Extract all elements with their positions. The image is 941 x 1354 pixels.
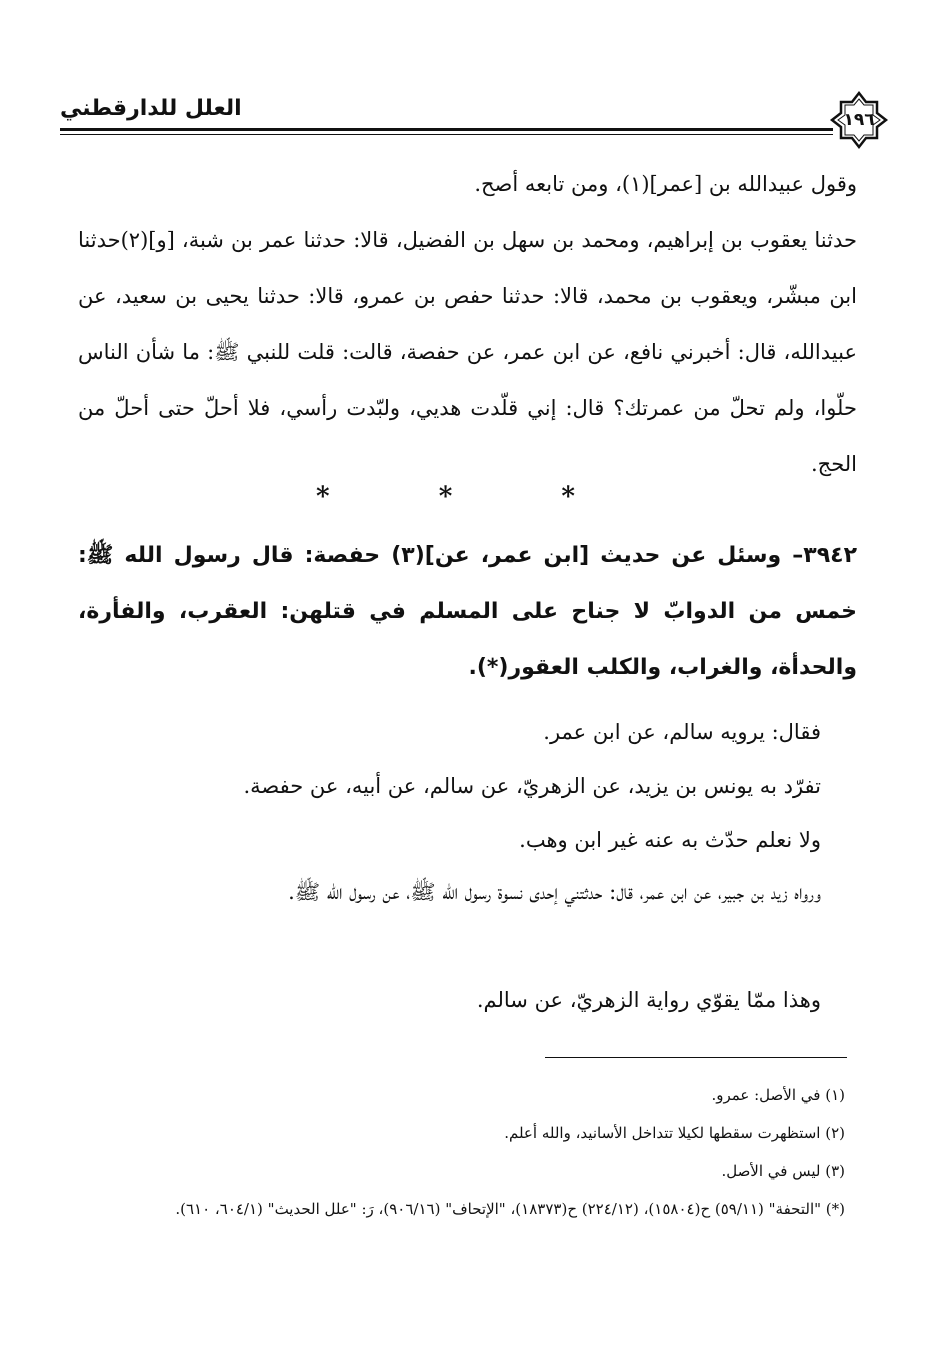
paragraph-4: تفرّد به يونس بن يزيد، عن الزهريّ، عن سالم، عن أبيه، عن حفصة. [243, 774, 821, 798]
hadith-heading: ٣٩٤٢– وسئل عن حديث [ابن عمر، عن](٣) حفصة: قال رسول الله ﷺ: خمس من الدوابّ لا جناح على المسلم في قتلهن: العقرب، والفأرة، والحدأة، والغراب، والكلب العقور(*). [78, 543, 858, 680]
footnote-1: (١) في الأصل: عمرو. [711, 1086, 845, 1104]
page-number-badge [829, 90, 889, 150]
header-rule-thin [60, 134, 833, 135]
section-separator: * * * [316, 482, 625, 512]
footnote-2: (٢) استظهرت سقطها لكيلا تتداخل الأسانيد، والله أعلم. [504, 1124, 845, 1142]
footnote-3: (٣) ليس في الأصل. [721, 1162, 845, 1180]
footnotes [70, 1076, 845, 1228]
book-title: العلل للدارقطني [60, 96, 242, 121]
paragraph-3: فقال: يرويه سالم، عن ابن عمر. [543, 720, 821, 744]
footnote-star: (*) "التحفة" (٥٩/١١) ح(١٥٨٠٤)، (٢٢٤/١٢) ح(١٨٣٧٣)، "الإتحاف" (٩٠٦/١٦)، رَ: "علل الحديث" (٦٠٤/١، ٦١٠). [175, 1200, 845, 1218]
page-number: ١٩٦ [843, 110, 875, 130]
paragraph-5: ولا نعلم حدّث به عنه غير ابن وهب. [519, 828, 821, 852]
header-rule-thick [60, 128, 833, 131]
paragraph-1: وقول عبيدالله بن [عمر](١)، ومن تابعه أصح. [474, 172, 857, 196]
paragraph-6: ورواه زيد بن جبير، عن ابن عمر، قال: حدثتني إحدى نسوة رسول الله ﷺ، عن رسول الله ﷺ. [288, 880, 821, 904]
footnote-rule [545, 1057, 847, 1058]
paragraph-7: وهذا ممّا يقوّي رواية الزهريّ، عن سالم. [476, 988, 821, 1012]
paragraph-2: حدثنا يعقوب بن إبراهيم، ومحمد بن سهل بن الفضيل، قالا: حدثنا عمر بن شبة، [و](٢)حدثنا ابن مبشّر، ويعقوب بن محمد، قالا: حدثنا حفص بن عمرو، قالا: حدثنا يحيى بن سعيد، عن عبيدالله، قال: أخبرني نافع، عن ابن عمر، عن حفصة، قالت: قلت للنبي ﷺ: ما شأن الناس حلّوا، ولم تحلّ من عمرتك؟ قال: إني قلّدت هديي، ولبّدت رأسي، فلا أحلّ حتى أحلّ من الحج. [78, 228, 857, 476]
